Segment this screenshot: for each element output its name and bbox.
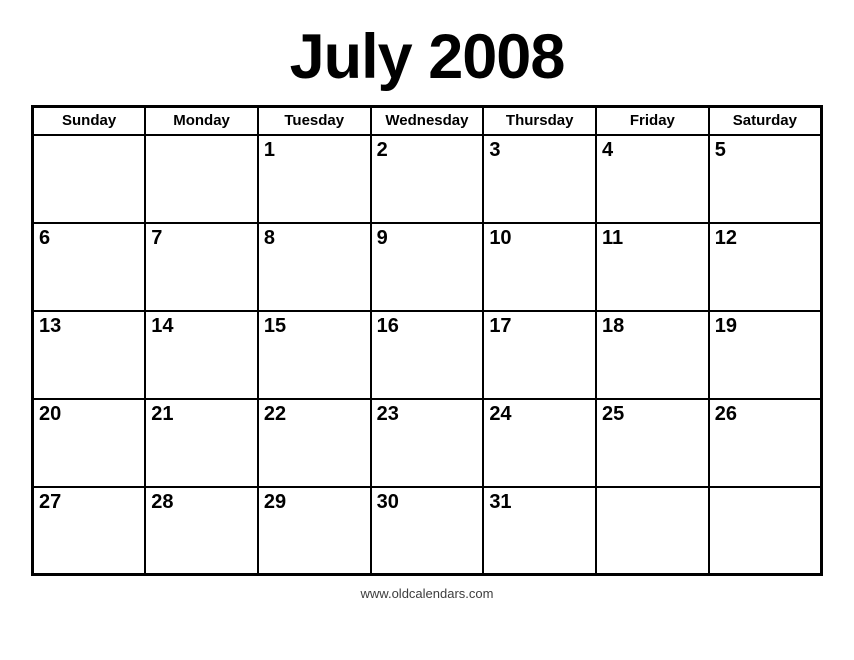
date-number: 15 bbox=[263, 314, 287, 337]
day-cell bbox=[258, 223, 371, 311]
day-cell bbox=[596, 223, 709, 311]
page-title: July 2008 bbox=[289, 22, 565, 92]
day-cell bbox=[709, 135, 822, 223]
date-number: 5 bbox=[714, 138, 726, 161]
day-header-wednesday: Wednesday bbox=[371, 107, 484, 135]
day-cell bbox=[371, 311, 484, 399]
day-cell bbox=[709, 223, 822, 311]
day-cell bbox=[145, 399, 258, 487]
day-cell bbox=[483, 399, 596, 487]
date-number: 12 bbox=[714, 226, 737, 249]
day-cell bbox=[371, 135, 484, 223]
day-cell bbox=[145, 223, 258, 311]
day-cell bbox=[145, 487, 258, 575]
day-header-friday: Friday bbox=[596, 107, 709, 135]
day-cell bbox=[33, 311, 146, 399]
site-url-text: www.oldcalendars.com bbox=[360, 586, 494, 601]
date-number: 17 bbox=[489, 314, 512, 337]
date-number: 9 bbox=[376, 226, 388, 249]
date-number: 3 bbox=[489, 138, 501, 161]
week-row-5 bbox=[33, 487, 822, 575]
day-cell bbox=[33, 399, 146, 487]
day-cell bbox=[258, 135, 371, 223]
week-row-2 bbox=[33, 223, 822, 311]
day-cell bbox=[596, 311, 709, 399]
day-cell bbox=[33, 223, 146, 311]
day-cell bbox=[371, 399, 484, 487]
date-number: 14 bbox=[151, 314, 174, 337]
day-cell bbox=[371, 223, 484, 311]
day-cell bbox=[709, 311, 822, 399]
calendar-body bbox=[33, 135, 822, 575]
date-number: 11 bbox=[602, 226, 624, 249]
date-number: 22 bbox=[263, 402, 287, 425]
day-header-row bbox=[33, 107, 822, 135]
date-number: 27 bbox=[39, 490, 62, 513]
date-number: 26 bbox=[714, 402, 737, 425]
day-cell bbox=[145, 311, 258, 399]
date-number: 18 bbox=[602, 314, 625, 337]
day-header-sunday: Sunday bbox=[33, 107, 146, 135]
date-number: 1 bbox=[263, 138, 276, 161]
date-number: 19 bbox=[714, 314, 737, 337]
date-number: 20 bbox=[39, 402, 62, 425]
day-cell bbox=[145, 135, 258, 223]
day-cell bbox=[596, 135, 709, 223]
day-cell bbox=[33, 487, 146, 575]
day-cell bbox=[33, 135, 146, 223]
week-row-1 bbox=[33, 135, 822, 223]
date-number: 2 bbox=[376, 138, 388, 161]
day-cell bbox=[258, 399, 371, 487]
date-number: 29 bbox=[263, 490, 287, 513]
day-cell bbox=[258, 311, 371, 399]
date-number: 4 bbox=[602, 138, 614, 161]
date-number: 8 bbox=[263, 226, 276, 249]
date-number: 21 bbox=[151, 402, 174, 425]
date-number: 16 bbox=[376, 314, 399, 337]
week-row-3 bbox=[33, 311, 822, 399]
date-number: 25 bbox=[602, 402, 625, 425]
date-number: 10 bbox=[489, 226, 512, 249]
date-number: 7 bbox=[151, 226, 163, 249]
day-cell bbox=[483, 223, 596, 311]
date-number: 24 bbox=[489, 402, 512, 425]
day-cell bbox=[596, 399, 709, 487]
calendar-grid bbox=[31, 105, 823, 576]
day-cell bbox=[371, 487, 484, 575]
date-number: 30 bbox=[376, 490, 399, 513]
day-cell bbox=[483, 311, 596, 399]
calendar-header bbox=[33, 107, 822, 135]
day-header-tuesday: Tuesday bbox=[258, 107, 371, 135]
day-header-thursday: Thursday bbox=[483, 107, 596, 135]
day-header-saturday: Saturday bbox=[709, 107, 822, 135]
day-cell bbox=[596, 487, 709, 575]
date-number: 13 bbox=[39, 314, 62, 337]
week-row-4 bbox=[33, 399, 822, 487]
day-cell bbox=[709, 399, 822, 487]
day-cell bbox=[258, 487, 371, 575]
date-number: 23 bbox=[376, 402, 399, 425]
date-number: 6 bbox=[39, 226, 51, 249]
date-number: 31 bbox=[489, 490, 512, 513]
day-cell bbox=[709, 487, 822, 575]
day-cell bbox=[483, 487, 596, 575]
date-number: 28 bbox=[151, 490, 174, 513]
day-cell bbox=[483, 135, 596, 223]
day-header-monday: Monday bbox=[145, 107, 258, 135]
